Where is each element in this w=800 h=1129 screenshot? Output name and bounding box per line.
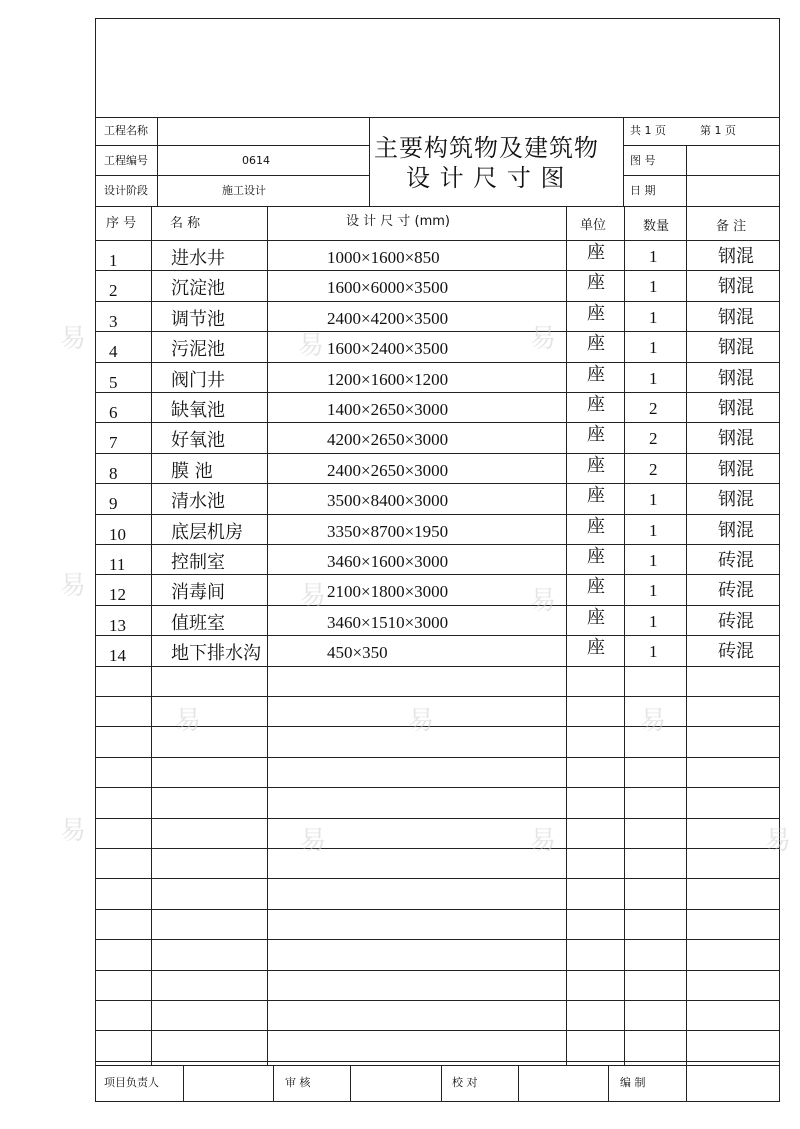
row-name: 阀门井 xyxy=(171,369,225,391)
col-header-qty: 数量 xyxy=(643,219,670,234)
project-name-label: 工程名称 xyxy=(104,124,148,137)
row-note: 砖混 xyxy=(718,610,754,632)
row-unit: 座 xyxy=(587,363,605,385)
row-size: 2100×1800×3000 xyxy=(327,582,449,602)
drawing-title-line1: 主要构筑物及建筑物 xyxy=(374,134,599,162)
row-number: 1 xyxy=(109,251,118,270)
watermark: 易 xyxy=(530,826,557,856)
row-name: 清水池 xyxy=(171,491,225,513)
table-column-line xyxy=(267,206,268,1065)
row-unit: 座 xyxy=(587,242,605,263)
title-block-vline xyxy=(623,117,624,206)
title-block-vline xyxy=(686,145,687,206)
table-column-line xyxy=(624,206,625,1065)
row-unit: 座 xyxy=(587,333,605,355)
row-name: 进水井 xyxy=(171,248,225,269)
title-block-line xyxy=(95,145,369,146)
row-qty: 2 xyxy=(649,459,658,479)
table-row-line xyxy=(95,696,780,697)
footer-vline xyxy=(273,1065,274,1102)
row-name: 调节池 xyxy=(171,308,225,330)
row-qty: 1 xyxy=(649,551,658,570)
row-number: 3 xyxy=(109,311,118,331)
row-number: 10 xyxy=(109,524,126,544)
watermark: 易 xyxy=(60,816,87,846)
project-no-label: 工程编号 xyxy=(104,154,148,167)
row-unit: 座 xyxy=(587,424,605,446)
row-size: 2400×4200×3500 xyxy=(327,308,449,328)
row-note: 钢混 xyxy=(718,489,754,511)
table-row-line xyxy=(95,939,780,940)
row-qty: 1 xyxy=(649,277,658,297)
watermark: 易 xyxy=(300,581,327,611)
row-unit: 座 xyxy=(587,454,605,476)
footer-vline xyxy=(608,1065,609,1102)
table-column-line xyxy=(151,206,152,1065)
footer-vline xyxy=(441,1065,442,1102)
row-note: 钢混 xyxy=(718,458,754,480)
design-stage-label: 设计阶段 xyxy=(104,184,148,197)
row-note: 钢混 xyxy=(718,276,754,298)
row-size: 1200×1600×1200 xyxy=(327,369,449,389)
row-note: 砖混 xyxy=(718,550,754,571)
row-name: 控制室 xyxy=(171,552,225,573)
footer-top-line xyxy=(95,1065,780,1066)
row-number: 13 xyxy=(109,615,126,635)
row-qty: 1 xyxy=(649,490,658,510)
watermark: 易 xyxy=(175,706,202,736)
watermark: 易 xyxy=(765,826,792,856)
row-qty: 1 xyxy=(649,611,658,631)
row-name: 值班室 xyxy=(171,612,225,634)
row-note: 砖混 xyxy=(718,641,754,663)
row-qty: 1 xyxy=(649,581,658,601)
table-row-line xyxy=(95,514,780,515)
row-size: 3350×8700×1950 xyxy=(327,521,449,541)
watermark: 易 xyxy=(60,571,87,601)
table-row-line xyxy=(95,331,780,332)
row-number: 4 xyxy=(109,342,118,362)
footer-vline xyxy=(518,1065,519,1102)
table-row-line xyxy=(95,574,780,575)
row-name: 缺氧池 xyxy=(171,400,225,421)
row-number: 7 xyxy=(109,433,118,453)
row-qty: 2 xyxy=(649,429,658,449)
row-unit: 座 xyxy=(587,485,605,507)
row-unit: 座 xyxy=(587,576,605,598)
title-block-top-line xyxy=(95,117,780,118)
title-block-line xyxy=(623,145,780,146)
row-qty: 1 xyxy=(649,247,658,266)
row-size: 2400×2650×3000 xyxy=(327,460,449,480)
table-column-line xyxy=(566,206,567,1065)
watermark: 易 xyxy=(298,331,325,361)
table-row-line xyxy=(95,392,780,393)
row-unit: 座 xyxy=(587,546,605,567)
col-header-name: 名 称 xyxy=(170,216,201,231)
row-qty: 1 xyxy=(649,307,658,327)
table-row-line xyxy=(95,635,780,636)
row-unit: 座 xyxy=(587,637,605,659)
row-number: 2 xyxy=(109,281,118,301)
row-unit: 座 xyxy=(587,606,605,628)
row-number: 6 xyxy=(109,403,118,422)
title-block-vline xyxy=(157,117,158,206)
row-number: 14 xyxy=(109,646,126,666)
row-note: 钢混 xyxy=(718,246,754,267)
footer-draft-label: 编 制 xyxy=(620,1076,646,1089)
col-header-no: 序 号 xyxy=(106,216,137,231)
row-number: 11 xyxy=(109,555,126,574)
table-row-line xyxy=(95,422,780,423)
table-row-line xyxy=(95,1030,780,1031)
row-note: 钢混 xyxy=(718,428,754,450)
row-number: 12 xyxy=(109,585,126,605)
row-qty: 1 xyxy=(649,338,658,358)
drawing-title-line2: 设 计 尺 寸 图 xyxy=(406,164,566,192)
row-name: 污泥池 xyxy=(171,339,225,361)
table-row-line xyxy=(95,301,780,302)
footer-check-label: 校 对 xyxy=(452,1076,478,1089)
row-note: 钢混 xyxy=(718,337,754,359)
row-name: 膜 池 xyxy=(171,460,213,482)
table-row-line xyxy=(95,1000,780,1001)
row-size: 450×350 xyxy=(327,643,388,663)
table-row-line xyxy=(95,666,780,667)
watermark: 易 xyxy=(640,706,667,736)
table-row-line xyxy=(95,605,780,606)
row-note: 钢混 xyxy=(718,306,754,328)
footer-vline xyxy=(686,1065,687,1102)
design-stage-value: 施工设计 xyxy=(222,184,266,197)
row-unit: 座 xyxy=(587,394,605,415)
row-qty: 1 xyxy=(649,520,658,540)
table-header-bottom-line xyxy=(95,240,780,241)
row-number: 8 xyxy=(109,463,118,483)
row-unit: 座 xyxy=(587,515,605,537)
row-size: 1600×2400×3500 xyxy=(327,339,449,359)
table-row-line xyxy=(95,362,780,363)
table-header-top-line xyxy=(95,206,780,207)
footer-review-label: 审 核 xyxy=(285,1076,311,1089)
table-row-line xyxy=(95,970,780,971)
row-name: 底层机房 xyxy=(171,521,243,543)
table-row-line xyxy=(95,787,780,788)
row-size: 1400×2650×3000 xyxy=(327,400,449,419)
date-label: 日 期 xyxy=(630,184,656,197)
title-block-line xyxy=(623,175,780,176)
drawing-no-label: 图 号 xyxy=(630,154,656,167)
row-qty: 2 xyxy=(649,399,658,418)
title-block-vline xyxy=(369,117,370,206)
row-qty: 1 xyxy=(649,642,658,662)
row-qty: 1 xyxy=(649,368,658,388)
table-row-line xyxy=(95,483,780,484)
footer-vline xyxy=(350,1065,351,1102)
row-name: 好氧池 xyxy=(171,430,225,452)
watermark: 易 xyxy=(60,324,87,354)
table-row-line xyxy=(95,818,780,819)
row-unit: 座 xyxy=(587,272,605,294)
watermark: 易 xyxy=(408,706,435,736)
row-name: 沉淀池 xyxy=(171,278,225,300)
col-header-note: 备 注 xyxy=(716,219,747,234)
table-row-line xyxy=(95,878,780,879)
col-header-unit: 单位 xyxy=(580,218,607,233)
row-size: 4200×2650×3000 xyxy=(327,430,449,450)
table-row-line xyxy=(95,1061,780,1062)
watermark: 易 xyxy=(530,586,557,616)
row-size: 1600×6000×3500 xyxy=(327,278,449,298)
row-unit: 座 xyxy=(587,302,605,324)
table-row-line xyxy=(95,909,780,910)
footer-pm-label: 项目负责人 xyxy=(104,1076,159,1089)
row-size: 3460×1510×3000 xyxy=(327,612,449,632)
page-current: 第 1 页 xyxy=(700,124,736,137)
pages-total: 共 1 页 xyxy=(630,124,666,137)
table-row-line xyxy=(95,848,780,849)
watermark: 易 xyxy=(300,826,327,856)
table-row-line xyxy=(95,453,780,454)
row-name: 消毒间 xyxy=(171,582,225,604)
table-column-line xyxy=(686,206,687,1065)
row-note: 钢混 xyxy=(718,367,754,389)
row-note: 钢混 xyxy=(718,519,754,541)
row-note: 砖混 xyxy=(718,580,754,602)
footer-vline xyxy=(183,1065,184,1102)
row-size: 3460×1600×3000 xyxy=(327,552,449,571)
table-row-line xyxy=(95,757,780,758)
title-block-line xyxy=(95,175,369,176)
col-header-size: 设 计 尺 寸 (mm) xyxy=(346,214,451,229)
row-size: 1000×1600×850 xyxy=(327,248,440,267)
row-size: 3500×8400×3000 xyxy=(327,491,449,511)
row-number: 9 xyxy=(109,494,118,514)
table-row-line xyxy=(95,270,780,271)
project-no-value: 0614 xyxy=(242,154,270,167)
row-name: 地下排水沟 xyxy=(171,643,261,665)
watermark: 易 xyxy=(530,324,557,354)
row-number: 5 xyxy=(109,372,118,392)
row-note: 钢混 xyxy=(718,398,754,419)
table-row-line xyxy=(95,544,780,545)
